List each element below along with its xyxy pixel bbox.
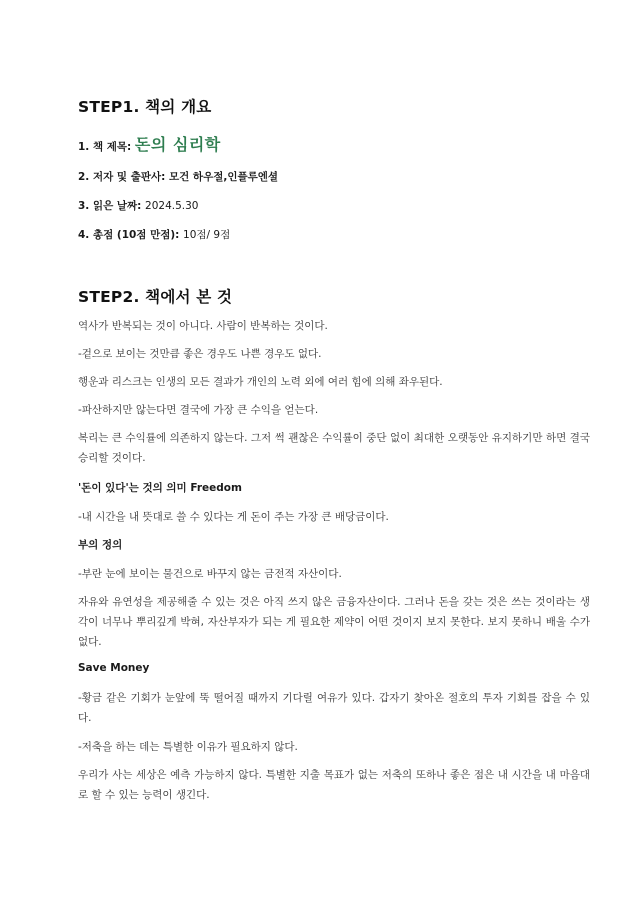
paragraph: 역사가 반복되는 것이 아니다. 사람이 반복하는 것이다. [78, 320, 328, 332]
read-date-label: 3. 읽은 날짜: [78, 200, 142, 212]
author-publisher-value: 모건 하우절,인플루엔셜 [168, 171, 279, 183]
read-date-value: 2024.5.30 [145, 200, 199, 212]
score-value: 10점/ 9점 [183, 229, 231, 241]
paragraph: -내 시간을 내 뜻대로 쓸 수 있다는 게 돈이 주는 가장 큰 배당금이다. [78, 511, 389, 523]
score-row [78, 227, 590, 242]
score-label: 4. 총점 (10점 만점): [78, 229, 180, 241]
book-title-label: 1. 책 제목: [78, 141, 132, 153]
paragraph: -부란 눈에 보이는 물건으로 바꾸지 않는 금전적 자산이다. [78, 568, 342, 580]
author-publisher-label: 2. 저자 및 출판사: [78, 171, 166, 183]
step2-heading: STEP2. 책에서 본 것 [78, 288, 233, 306]
paragraph: -저축을 하는 데는 특별한 이유가 필요하지 않다. [78, 741, 298, 753]
paragraph: 자유와 유연성을 제공해줄 수 있는 것은 아직 쓰지 않은 금융자산이다. 그러나 돈을 갖는 것은 쓰는 것이라는 생각이 너무나 뿌리깊게 박혀, 자산부자가 되는 게 필요한 제약이 어떤 것이지 보지 못한다. 보지 못하니 배울 수가 없다. [78, 596, 590, 648]
paragraph: -황금 같은 기회가 눈앞에 뚝 떨어질 때까지 기다릴 여유가 있다. 갑자기 찾아온 절호의 투자 기회를 잡을 수 있다. [78, 692, 590, 724]
subheading-save-money: Save Money [78, 662, 150, 674]
book-title-row [78, 132, 590, 155]
read-date-row [78, 198, 590, 213]
book-title-value: 돈의 심리학 [134, 135, 221, 154]
paragraph: 우리가 사는 세상은 예측 가능하지 않다. 특별한 지출 목표가 없는 저축의 또하나 좋은 점은 내 시간을 내 마음대로 할 수 있는 능력이 생긴다. [78, 769, 590, 801]
paragraph: -겉으로 보이는 것만큼 좋은 경우도 나쁜 경우도 없다. [78, 348, 322, 360]
paragraph: 복리는 큰 수익률에 의존하지 않는다. 그저 썩 괜찮은 수익률이 중단 없이 최대한 오랫동안 유지하기만 하면 결국 승리할 것이다. [78, 432, 590, 464]
subheading-freedom: '돈이 있다'는 것의 의미 Freedom [78, 482, 242, 494]
subheading-wealth-definition: 부의 정의 [78, 539, 123, 551]
step1-heading: STEP1. 책의 개요 [78, 98, 212, 116]
author-publisher-row [78, 169, 590, 184]
paragraph: 행운과 리스크는 인생의 모든 결과가 개인의 노력 외에 여러 힘에 의해 좌우된다. [78, 376, 443, 388]
paragraph: -파산하지만 않는다면 결국에 가장 큰 수익을 얻는다. [78, 404, 319, 416]
